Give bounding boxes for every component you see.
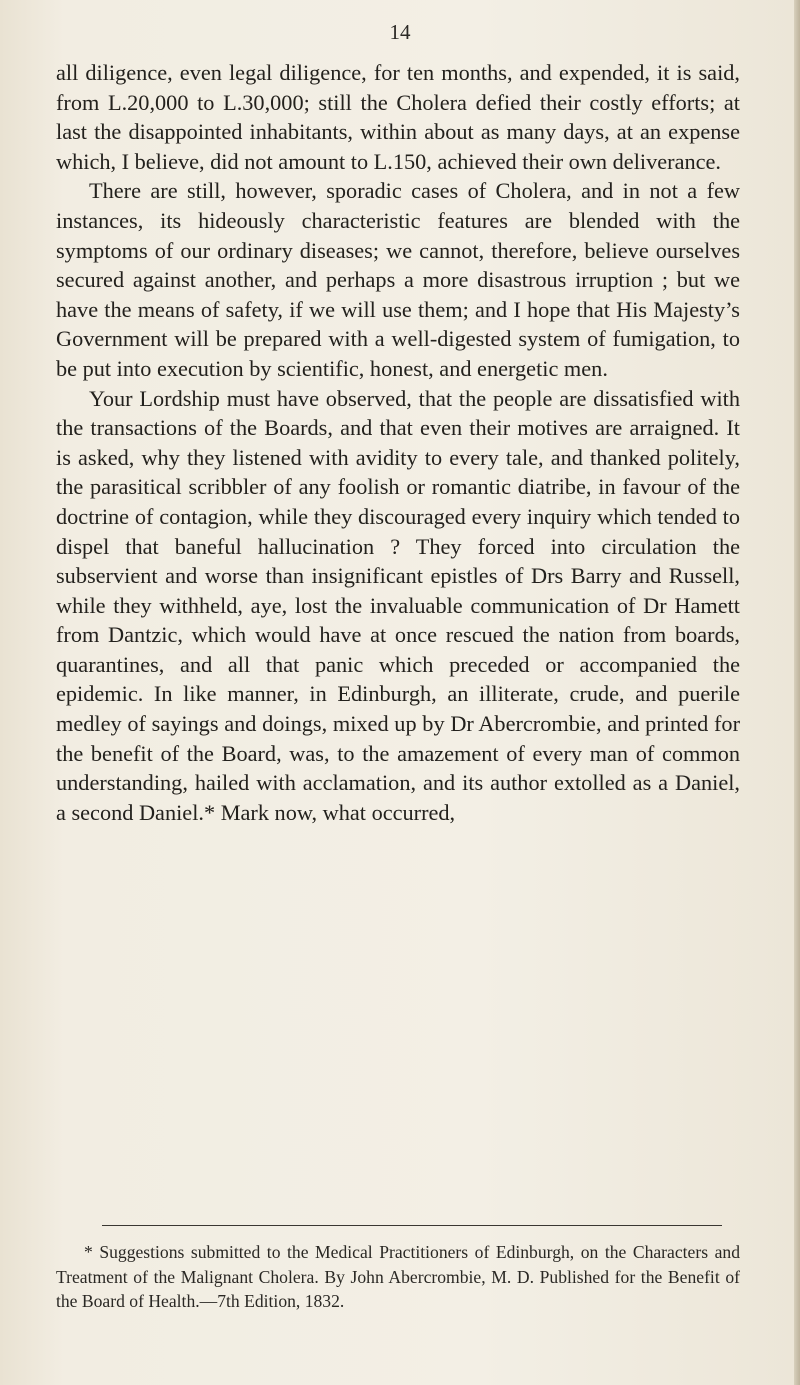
- footnote-rule: [102, 1225, 722, 1226]
- paragraph-3: Your Lordship must have observed, that the people are dissatisfied with the transactions of the Boards, and that even their motives are arraigned. It is asked, why they listened with avidity to every tale, and thanked politely, the parasitical scribbler of any foolish or romantic diatribe, in favour of the doctrine of contagion, while they discouraged every inquiry which tended to dispel that baneful hallucination ? They forced into circulation the subservient and worse than insignificant epistles of Drs Barry and Russell, while they withheld, aye, lost the invaluable communication of Dr Hamett from Dantzic, which would have at once rescued the nation from boards, quarantines, and all that panic which preceded or accompanied the epidemic. In like manner, in Edinburgh, an illiterate, crude, and puerile medley of sayings and doings, mixed up by Dr Abercrombie, and printed for the benefit of the Board, was, to the amazement of every man of common understanding, hailed with acclamation, and its author extolled as a Daniel, a second Daniel.* Mark now, what occurred,: [56, 385, 740, 825]
- paragraph-1: all diligence, even legal diligence, for ten months, and expended, it is said, from L.20,000 to L.30,000; still the Cholera defied their costly efforts; at last the disappointed inhabitants, within about as many days, at an expense which, I believe, did not amount to L.150, achieved their own deliverance.: [56, 60, 740, 174]
- footnote: * Suggestions submitted to the Medical Practitioners of Edinburgh, on the Characters and Treatment of the Malignant Cholera. By John Abercrombie, M. D. Published for the Benefit of the Board of Health.—7th Edition, 1832.: [56, 1242, 740, 1311]
- body-text: [56, 58, 740, 827]
- page-number: 14: [389, 20, 411, 44]
- page-edge: [794, 0, 800, 1385]
- paragraph-2: There are still, however, sporadic cases of Cholera, and in not a few instances, its hideously characteristic features are blended with the symptoms of our ordinary diseases; we cannot, therefore, believe ourselves secured against another, and perhaps a more disastrous irruption ; but we have the means of safety, if we will use them; and I hope that His Majesty’s Government will be prepared with a well-digested system of fumigation, to be put into execution by scientific, honest, and energetic men.: [56, 178, 740, 381]
